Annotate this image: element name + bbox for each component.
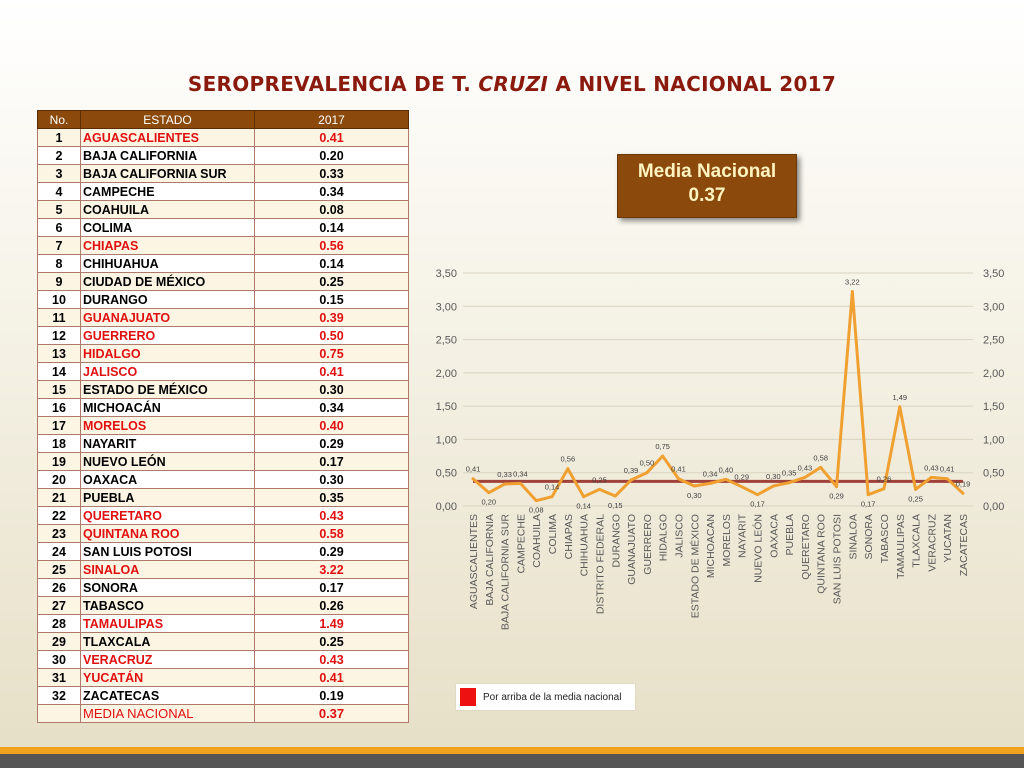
row-no: 10 (38, 291, 81, 309)
row-no: 23 (38, 525, 81, 543)
row-no: 27 (38, 597, 81, 615)
data-point (645, 471, 648, 474)
data-label: 0,41 (671, 464, 686, 474)
data-label: 0,20 (481, 497, 497, 507)
data-point (740, 485, 743, 488)
x-category-label: GUERRERO (641, 514, 654, 575)
row-no: 8 (38, 255, 81, 273)
data-point (535, 499, 538, 502)
x-category-label: QUERETARO (799, 514, 812, 580)
row-estado: BAJA CALIFORNIA SUR (81, 165, 255, 183)
data-point (788, 481, 791, 484)
x-category-label: AGUASCALIENTES (468, 514, 480, 610)
row-estado: SINALOA (81, 561, 255, 579)
row-no: 18 (38, 435, 81, 453)
row-value: 0.39 (255, 309, 409, 327)
row-estado: MORELOS (81, 417, 255, 435)
data-point (582, 495, 585, 498)
row-value: 0.30 (255, 381, 409, 399)
row-estado: AGUASCALIENTES (81, 129, 255, 147)
data-label: 0,41 (465, 464, 481, 474)
data-point (487, 491, 490, 494)
row-no: 16 (38, 399, 81, 417)
row-estado: GUANAJUATO (81, 309, 255, 327)
row-estado: GUERRERO (81, 327, 255, 345)
data-label: 0,75 (655, 442, 670, 452)
row-estado: VERACRUZ (81, 651, 255, 669)
row-estado: NAYARIT (81, 435, 255, 453)
row-no: 3 (38, 165, 81, 183)
x-category-label: CHIHUAHUA (578, 514, 591, 577)
row-no: 2 (38, 147, 81, 165)
y-tick-label-left: 0,50 (435, 467, 457, 480)
x-category-label: CAMPECHE (515, 514, 528, 574)
data-point (614, 495, 617, 498)
data-point (867, 493, 870, 496)
row-value: 3.22 (255, 561, 409, 579)
y-tick-label-left: 2,50 (435, 334, 457, 347)
row-value: 0.14 (255, 255, 409, 273)
data-label: 0,35 (781, 468, 797, 478)
row-value: 0.25 (255, 633, 409, 651)
row-value: 1.49 (255, 615, 409, 633)
row-estado: CIUDAD DE MÉXICO (81, 273, 255, 291)
x-category-label: BAJA CALIFORNIA (483, 514, 496, 606)
legend-label: Por arriba de la media nacional (483, 691, 622, 703)
data-point (677, 477, 680, 480)
x-category-label: SONORA (863, 514, 876, 560)
row-value: 0.33 (255, 165, 409, 183)
x-category-label: DURANGO (610, 514, 623, 568)
data-label: 0,19 (955, 479, 971, 489)
data-label: 0,43 (924, 463, 939, 473)
row-value: 0.34 (255, 399, 409, 417)
data-point (851, 290, 854, 293)
y-tick-label-right: 2,00 (983, 367, 1005, 380)
row-estado: PUEBLA (81, 489, 255, 507)
y-tick-label-left: 3,50 (435, 268, 457, 280)
y-tick-label-left: 1,00 (435, 434, 457, 447)
data-point (898, 405, 901, 408)
data-point (756, 493, 759, 496)
title-part-1: SEROPREVALENCIA DE T. (187, 72, 479, 96)
data-label: 0,08 (528, 505, 544, 515)
x-category-label: COAHUILA (531, 514, 544, 568)
row-no: 24 (38, 543, 81, 561)
row-estado: CHIHUAHUA (81, 255, 255, 273)
row-estado: NUEVO LEÓN (81, 453, 255, 471)
y-tick-label-left: 3,00 (435, 301, 457, 314)
x-category-label: YUCATAN (942, 514, 955, 563)
x-category-label: TLAXCALA (910, 514, 923, 568)
y-tick-label-right: 1,50 (983, 401, 1005, 414)
data-point (503, 483, 506, 486)
row-value: 0.58 (255, 525, 409, 543)
row-no: 9 (38, 273, 81, 291)
row-no: 32 (38, 687, 81, 705)
data-label: 0,14 (576, 501, 591, 511)
x-category-label: JALISCO (673, 514, 686, 558)
data-point (519, 482, 522, 485)
y-tick-label-right: 3,00 (983, 301, 1005, 314)
media-box-value: 0.37 (688, 185, 726, 206)
y-tick-label-left: 0,00 (435, 501, 457, 513)
row-value: 0.75 (255, 345, 409, 363)
row-no: 22 (38, 507, 81, 525)
row-estado: COAHUILA (81, 201, 255, 219)
x-category-label: NAYARIT (736, 514, 749, 558)
data-point (724, 478, 727, 481)
row-value: 0.20 (255, 147, 409, 165)
row-estado: QUINTANA ROO (81, 525, 255, 543)
data-label: 0,15 (607, 501, 623, 511)
row-estado: ZACATECAS (81, 687, 255, 705)
x-category-label: MICHOACAN (705, 514, 718, 579)
data-label: 0,41 (939, 464, 955, 474)
x-category-label: GUANAJUATO (626, 514, 639, 585)
title-part-3: A NIVEL NACIONAL 2017 (548, 72, 837, 96)
data-label: 0,29 (829, 491, 844, 501)
row-value: 0.56 (255, 237, 409, 255)
row-value: 0.50 (255, 327, 409, 345)
row-estado: CAMPECHE (81, 183, 255, 201)
y-tick-label-right: 1,00 (983, 434, 1005, 447)
row-no: 1 (38, 129, 81, 147)
data-label: 0,14 (544, 482, 560, 492)
row-estado: JALISCO (81, 363, 255, 381)
data-point (551, 495, 554, 498)
row-value: 0.17 (255, 579, 409, 597)
data-label: 1,49 (892, 392, 908, 402)
header-no: No. (38, 111, 81, 129)
row-estado: SAN LUIS POTOSI (81, 543, 255, 561)
row-no: 11 (38, 309, 81, 327)
row-value: 0.34 (255, 183, 409, 201)
x-category-label: CHIAPAS (562, 514, 575, 560)
y-tick-label-right: 0,00 (983, 501, 1005, 513)
data-label: 0,56 (560, 454, 576, 464)
row-value: 0.26 (255, 597, 409, 615)
row-value: 0.08 (255, 201, 409, 219)
data-point (598, 488, 601, 491)
data-label: 0,17 (750, 499, 765, 509)
data-label: 3,22 (845, 277, 860, 287)
data-point (819, 466, 822, 469)
y-tick-label-right: 3,50 (983, 268, 1005, 280)
row-value: 0.29 (255, 543, 409, 561)
row-value: 0.41 (255, 363, 409, 381)
row-value: 0.15 (255, 291, 409, 309)
data-label: 0,34 (513, 469, 528, 479)
data-point (914, 488, 917, 491)
x-category-label: SAN LUIS POTOSI (831, 514, 844, 605)
row-value: 0.17 (255, 453, 409, 471)
y-tick-label-right: 2,50 (983, 334, 1005, 347)
data-point (930, 476, 933, 479)
x-category-label: VERACRUZ (926, 514, 939, 572)
data-label: 0,34 (702, 469, 718, 479)
row-value: 0.41 (255, 669, 409, 687)
row-estado: COLIMA (81, 219, 255, 237)
x-category-label: NUEVO LEÓN (752, 514, 765, 583)
data-point (962, 492, 965, 495)
x-category-label: QUINTANA ROO (815, 514, 828, 594)
data-label: 0,40 (718, 465, 734, 475)
row-no: 20 (38, 471, 81, 489)
row-estado: ESTADO DE MÉXICO (81, 381, 255, 399)
row-no: 15 (38, 381, 81, 399)
row-estado: TABASCO (81, 597, 255, 615)
x-category-label: TABASCO (878, 514, 891, 564)
data-label: 0,43 (797, 463, 813, 473)
data-label: 0,39 (623, 466, 639, 476)
x-category-label: HIDALGO (657, 514, 670, 562)
row-value: 0.14 (255, 219, 409, 237)
title-part-2: CRUZI (478, 72, 549, 96)
data-label: 0,33 (497, 470, 512, 480)
data-point (882, 487, 885, 490)
x-category-label: OAXACA (768, 514, 781, 558)
row-no: 14 (38, 363, 81, 381)
data-point (472, 477, 475, 480)
media-box-label: Media Nacional (637, 161, 777, 182)
row-no: 26 (38, 579, 81, 597)
row-no: 13 (38, 345, 81, 363)
row-no: 12 (38, 327, 81, 345)
data-point (946, 477, 949, 480)
data-point (661, 455, 664, 458)
row-value: 0.40 (255, 417, 409, 435)
row-no: 28 (38, 615, 81, 633)
row-estado: BAJA CALIFORNIA (81, 147, 255, 165)
row-no: 19 (38, 453, 81, 471)
data-point (693, 485, 696, 488)
row-estado: TLAXCALA (81, 633, 255, 651)
x-category-label: DISTRITO FEDERAL (594, 514, 607, 615)
y-tick-label-left: 1,50 (435, 401, 457, 414)
data-point (566, 467, 569, 470)
row-no: 25 (38, 561, 81, 579)
row-value: 0.29 (255, 435, 409, 453)
row-no: 21 (38, 489, 81, 507)
data-label: 0,29 (734, 472, 750, 482)
x-category-label: MORELOS (720, 514, 733, 567)
row-value: 0.43 (255, 651, 409, 669)
data-label: 0,50 (639, 458, 655, 468)
data-label: 0,30 (686, 491, 702, 501)
media-row-label: MEDIA NACIONAL (81, 705, 255, 723)
row-no: 29 (38, 633, 81, 651)
row-estado: QUERETARO (81, 507, 255, 525)
row-no: 4 (38, 183, 81, 201)
header-year: 2017 (255, 111, 409, 129)
header-estado: ESTADO (81, 111, 255, 129)
row-estado: HIDALGO (81, 345, 255, 363)
x-category-label: ZACATECAS (958, 514, 970, 577)
row-estado: DURANGO (81, 291, 255, 309)
row-value: 0.30 (255, 471, 409, 489)
data-point (835, 485, 838, 488)
x-category-label: PUEBLA (784, 514, 797, 556)
y-tick-label-left: 2,00 (435, 367, 457, 380)
y-tick-label-right: 0,50 (983, 467, 1005, 480)
data-label: 0,58 (813, 453, 829, 463)
row-no: 30 (38, 651, 81, 669)
row-value: 0.25 (255, 273, 409, 291)
data-label: 0,25 (908, 494, 923, 504)
legend-swatch (460, 688, 476, 706)
data-label: 0,26 (876, 474, 892, 484)
footer-band-orange (0, 747, 1024, 754)
data-point (630, 479, 633, 482)
row-value: 0.35 (255, 489, 409, 507)
row-estado: OAXACA (81, 471, 255, 489)
legend (456, 684, 635, 710)
x-category-label: ESTADO DE MÉXICO (689, 514, 702, 619)
row-no: 6 (38, 219, 81, 237)
row-value: 0.41 (255, 129, 409, 147)
row-value: 0.19 (255, 687, 409, 705)
row-no: 31 (38, 669, 81, 687)
x-category-label: BAJA CALIFORNIA SUR (499, 514, 512, 631)
data-point (803, 476, 806, 479)
media-row-value: 0.37 (255, 705, 409, 723)
data-label: 0,25 (592, 475, 607, 485)
row-estado: CHIAPAS (81, 237, 255, 255)
row-estado: TAMAULIPAS (81, 615, 255, 633)
x-category-label: COLIMA (547, 514, 560, 555)
row-estado: SONORA (81, 579, 255, 597)
row-estado: MICHOACÁN (81, 399, 255, 417)
data-point (709, 482, 712, 485)
data-point (772, 485, 775, 488)
data-label: 0,17 (860, 499, 876, 509)
row-value: 0.43 (255, 507, 409, 525)
footer-band-dark (0, 754, 1024, 768)
x-category-label: TAMAULIPAS (894, 514, 907, 579)
row-no: 17 (38, 417, 81, 435)
row-estado: YUCATÁN (81, 669, 255, 687)
x-category-label: SINALOA (847, 514, 860, 560)
row-no: 5 (38, 201, 81, 219)
row-no: 7 (38, 237, 81, 255)
data-label: 0,30 (766, 472, 781, 482)
